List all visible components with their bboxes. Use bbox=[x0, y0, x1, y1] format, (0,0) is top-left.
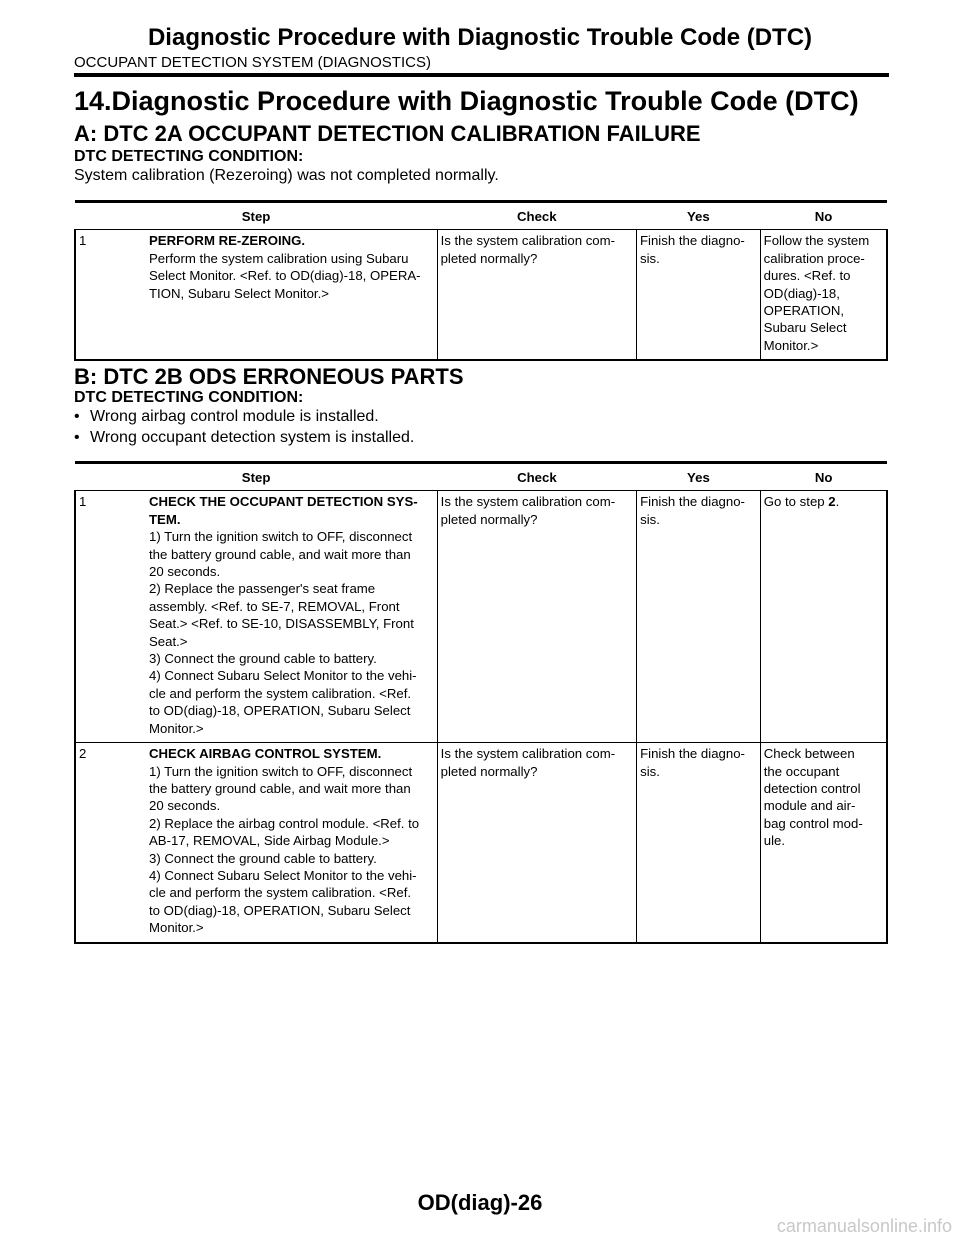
bullet-dot: • bbox=[74, 408, 80, 425]
table-header-row bbox=[75, 202, 887, 230]
step-title: CHECK THE OCCUPANT DETECTION SYS- bbox=[149, 494, 418, 510]
no-text-line: Subaru Select bbox=[763, 320, 847, 336]
header-step: Step bbox=[75, 202, 437, 230]
no-text-line: Follow the system bbox=[763, 233, 870, 249]
watermark: carmanualsonline.info bbox=[776, 1216, 952, 1236]
step-text-line: Seat.> bbox=[149, 633, 188, 649]
step-text-line: Monitor.> bbox=[149, 720, 204, 736]
check-text-line: Is the system calibration com- bbox=[440, 233, 616, 249]
no-text-line: Monitor.> bbox=[763, 337, 819, 353]
step-text-line: to OD(diag)-18, OPERATION, Subaru Select bbox=[149, 902, 411, 918]
yes-text-line: Finish the diagno- bbox=[639, 233, 745, 249]
condition-bullet bbox=[74, 429, 414, 447]
step-text-line: the battery ground cable, and wait more than bbox=[149, 546, 411, 562]
step-title: CHECK AIRBAG CONTROL SYSTEM. bbox=[149, 746, 382, 762]
step-text-line: 1) Turn the ignition switch to OFF, disconnect bbox=[149, 529, 413, 545]
no-step-ref: 2 bbox=[828, 494, 836, 510]
step-text-line: Monitor.> bbox=[149, 920, 204, 936]
section-a-condition-text: System calibration (Rezeroing) was not completed normally. bbox=[74, 167, 499, 184]
page-header-title: Diagnostic Procedure with Diagnostic Trouble Code (DTC) bbox=[147, 24, 813, 51]
section-a-title: A: DTC 2A OCCUPANT DETECTION CALIBRATION FAILURE bbox=[74, 121, 701, 146]
step-text-line: to OD(diag)-18, OPERATION, Subaru Select bbox=[149, 703, 411, 719]
no-cell bbox=[760, 743, 887, 943]
section-b-condition-label: DTC DETECTING CONDITION: bbox=[74, 389, 304, 406]
no-text: Go to step bbox=[763, 494, 829, 510]
check-text-line: pleted normally? bbox=[440, 511, 538, 527]
header-check: Check bbox=[437, 463, 636, 491]
header-yes: Yes bbox=[637, 463, 761, 491]
no-cell bbox=[760, 491, 887, 743]
section-b-title: B: DTC 2B ODS ERRONEOUS PARTS bbox=[74, 364, 464, 389]
step-text-line: 3) Connect the ground cable to battery. bbox=[149, 850, 377, 866]
step-text-line: cle and perform the system calibration. <Ref. bbox=[149, 885, 412, 901]
step-number: 1 bbox=[79, 494, 87, 510]
bullet-dot: • bbox=[74, 429, 80, 446]
step-text-line: 4) Connect Subaru Select Monitor to the vehi- bbox=[149, 867, 417, 883]
section-a-table bbox=[74, 200, 888, 361]
yes-cell bbox=[637, 491, 761, 743]
step-text-line: TION, Subaru Select Monitor.> bbox=[149, 285, 329, 301]
step-text-line: AB-17, REMOVAL, Side Airbag Module.> bbox=[149, 833, 390, 849]
header-no: No bbox=[760, 202, 887, 230]
header-step: Step bbox=[75, 463, 437, 491]
check-cell bbox=[437, 230, 636, 360]
step-text-line: Select Monitor. <Ref. to OD(diag)-18, OPERA- bbox=[149, 268, 421, 284]
table-row bbox=[75, 743, 887, 943]
yes-text-line: sis. bbox=[639, 250, 660, 266]
table-row bbox=[75, 230, 887, 360]
table-row bbox=[75, 491, 887, 743]
check-text-line: pleted normally? bbox=[440, 763, 538, 779]
step-text-line: the battery ground cable, and wait more than bbox=[149, 780, 411, 796]
check-cell bbox=[437, 743, 636, 943]
check-cell bbox=[437, 491, 636, 743]
step-text-line: cle and perform the system calibration. <Ref. bbox=[149, 685, 412, 701]
check-text-line: Is the system calibration com- bbox=[440, 494, 616, 510]
no-text-line: detection control bbox=[763, 780, 861, 796]
step-text-line: Seat.> <Ref. to SE-10, DISASSEMBLY, Front bbox=[149, 616, 414, 632]
step-number: 2 bbox=[79, 746, 87, 762]
header-check: Check bbox=[437, 202, 636, 230]
bullet-text: Wrong airbag control module is installed. bbox=[90, 408, 379, 425]
step-cell bbox=[75, 743, 437, 943]
step-text-line: 20 seconds. bbox=[149, 798, 221, 814]
check-text-line: Is the system calibration com- bbox=[440, 746, 616, 762]
step-title: PERFORM RE-ZEROING. bbox=[149, 233, 306, 249]
yes-text-line: Finish the diagno- bbox=[640, 746, 745, 762]
yes-text-line: Finish the diagno- bbox=[640, 494, 745, 510]
no-text-line: OD(diag)-18, bbox=[763, 285, 840, 301]
section-title: 14.Diagnostic Procedure with Diagnostic Trouble Code (DTC) bbox=[74, 86, 859, 116]
table-header-row bbox=[75, 463, 887, 491]
step-text-line: 2) Replace the passenger's seat frame bbox=[149, 581, 376, 597]
no-text: . bbox=[835, 494, 840, 510]
yes-cell bbox=[636, 230, 760, 360]
bullet-text: Wrong occupant detection system is installed. bbox=[90, 429, 415, 446]
step-text-line: 3) Connect the ground cable to battery. bbox=[149, 651, 377, 667]
check-text-line: pleted normally? bbox=[440, 250, 538, 266]
yes-text-line: sis. bbox=[640, 763, 660, 779]
no-text-line: calibration proce- bbox=[763, 250, 865, 266]
step-text-line: assembly. <Ref. to SE-7, REMOVAL, Front bbox=[149, 598, 400, 614]
no-text-line: dures. <Ref. to bbox=[763, 268, 851, 284]
step-number: 1 bbox=[79, 233, 87, 249]
no-text-line: bag control mod- bbox=[763, 815, 863, 831]
no-text-line: module and air- bbox=[763, 798, 856, 814]
no-text-line: OPERATION, bbox=[763, 303, 845, 319]
section-b-table bbox=[74, 461, 888, 944]
no-text-line: the occupant bbox=[763, 763, 840, 779]
step-cell bbox=[75, 230, 437, 360]
page-number: OD(diag)-26 bbox=[417, 1190, 543, 1215]
no-text-line: ule. bbox=[763, 833, 786, 849]
header-yes: Yes bbox=[636, 202, 760, 230]
step-text-line: 2) Replace the airbag control module. <Ref. to bbox=[149, 815, 420, 831]
step-text-line: 20 seconds. bbox=[149, 564, 221, 580]
page-header-subtitle: OCCUPANT DETECTION SYSTEM (DIAGNOSTICS) bbox=[74, 54, 431, 71]
step-text-line: Perform the system calibration using Subaru bbox=[149, 250, 409, 266]
header-no: No bbox=[760, 463, 887, 491]
no-text-line: Check between bbox=[763, 746, 855, 762]
step-cell bbox=[75, 491, 437, 743]
yes-cell bbox=[637, 743, 761, 943]
no-cell bbox=[760, 230, 887, 360]
section-a-condition-label: DTC DETECTING CONDITION: bbox=[74, 148, 304, 165]
header-rule bbox=[74, 73, 889, 77]
step-title: TEM. bbox=[149, 511, 181, 527]
step-text-line: 4) Connect Subaru Select Monitor to the vehi- bbox=[149, 668, 417, 684]
yes-text-line: sis. bbox=[640, 511, 660, 527]
condition-bullet bbox=[74, 408, 379, 426]
step-text-line: 1) Turn the ignition switch to OFF, disconnect bbox=[149, 763, 413, 779]
